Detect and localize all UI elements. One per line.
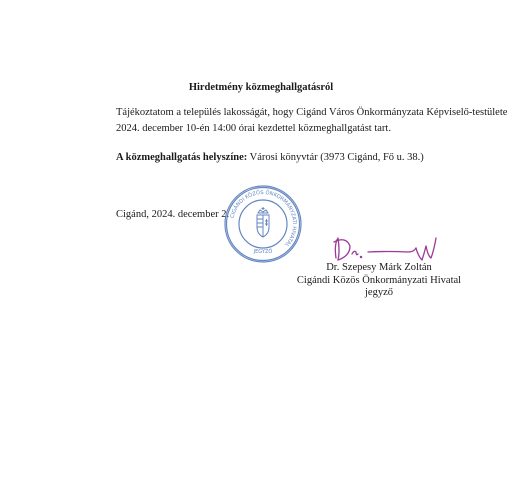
location-label: A közmeghallgatás helyszíne: xyxy=(116,152,248,163)
date-line: Cigánd, 2024. december 2. xyxy=(116,209,230,220)
location-value: Városi könyvtár (3973 Cigánd, Fő u. 38.) xyxy=(247,152,424,163)
location-line xyxy=(116,150,424,166)
seal-ring-text: CIGÁNDI KÖZÖS ÖNKORMÁNYZATI HIVATAL xyxy=(229,189,298,248)
notice-paragraph-line-1: Tájékoztatom a település lakosságát, hogy Cigánd Város Önkormányzata Képviselő-testülete xyxy=(116,107,508,118)
official-seal-stamp xyxy=(222,183,304,265)
seal-bottom-text: JEGYZŐ xyxy=(253,249,273,255)
signer-role: jegyző xyxy=(365,287,393,298)
signer-name: Dr. Szepesy Márk Zoltán xyxy=(326,262,432,273)
signer-office: Cigándi Közös Önkormányzati Hivatal xyxy=(296,274,462,286)
notice-title: Hirdetmény közmeghallgatásról xyxy=(188,82,334,93)
coat-of-arms-icon xyxy=(257,207,269,237)
notice-paragraph-line-2: 2024. december 10-én 14:00 órai kezdettel közmeghallgatást tart. xyxy=(116,123,391,134)
signer-block xyxy=(274,262,484,300)
